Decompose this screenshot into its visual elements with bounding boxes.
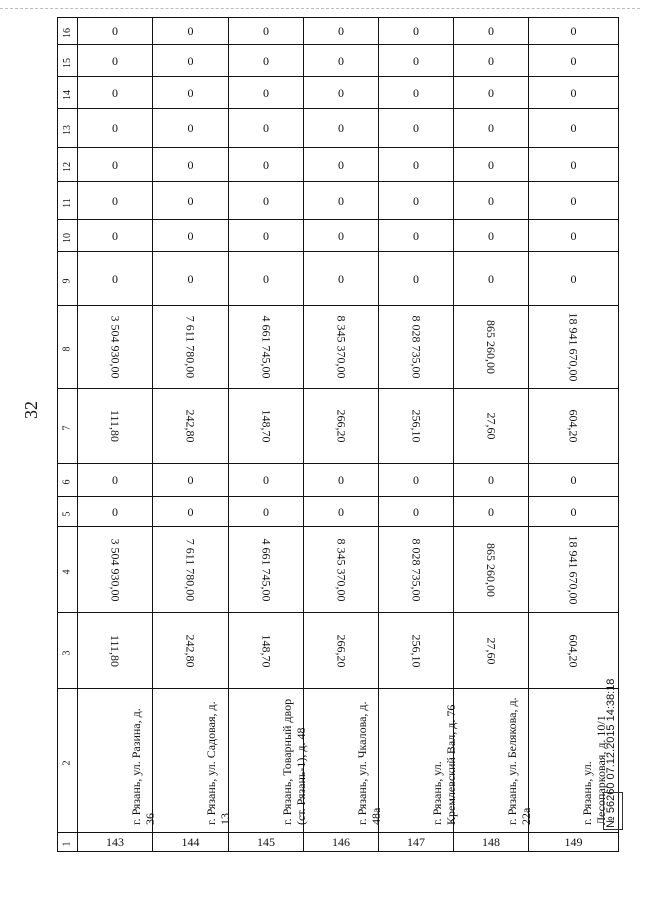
column-band-13 (58, 109, 619, 148)
table-cell (379, 613, 454, 689)
cell-value: 0 (338, 121, 344, 135)
table-cell (153, 252, 229, 306)
table-cell (78, 833, 153, 852)
row-number: 147 (407, 835, 425, 849)
table-cell (229, 613, 304, 689)
table-cell (454, 252, 529, 306)
table-cell (153, 109, 229, 148)
cell-value: 0 (488, 121, 494, 135)
table-cell (229, 148, 304, 182)
column-number-cell (58, 77, 78, 109)
column-number: 2 (61, 760, 73, 765)
table-cell (529, 109, 619, 148)
cell-value: 148,70 (259, 634, 273, 667)
cell-value: 604,20 (566, 634, 581, 667)
cell-value: 0 (112, 504, 118, 519)
cell-value: 0 (263, 504, 269, 519)
table-cell (304, 689, 383, 833)
cell-value: 242,80 (183, 409, 198, 443)
cell-value: 266,20 (334, 634, 348, 667)
table-cell (529, 18, 619, 45)
column-band-11 (58, 182, 619, 220)
table-cell (304, 148, 379, 182)
table-cell (229, 306, 304, 389)
column-number-cell (58, 497, 78, 527)
column-number-cell (58, 527, 78, 613)
table-cell (529, 77, 619, 109)
cell-value: 0 (112, 473, 118, 487)
cell-value: 0 (112, 121, 118, 135)
table-cell (153, 77, 229, 109)
cell-value: 0 (187, 85, 194, 100)
cell-value: 27,60 (484, 412, 498, 440)
cell-value: 865 260,00 (484, 320, 498, 374)
table-cell (379, 18, 454, 45)
table-cell (153, 464, 229, 497)
column-number: 5 (61, 511, 73, 516)
cell-value: 0 (187, 121, 194, 135)
table-cell (304, 18, 379, 45)
cell-value: 111,80 (107, 409, 122, 443)
cell-value: 8 028 735,00 (409, 538, 423, 601)
column-band-2 (58, 689, 619, 833)
cell-value: 0 (488, 85, 494, 100)
table-cell (304, 389, 379, 464)
cell-value: 0 (413, 193, 419, 208)
cell-value: 0 (488, 228, 494, 243)
table-cell (529, 220, 619, 252)
cell-value: 0 (488, 24, 494, 38)
cell-value: 0 (413, 85, 419, 100)
table-cell (229, 497, 304, 527)
table-cell (78, 389, 153, 464)
table-cell (229, 833, 304, 852)
table-cell (304, 45, 379, 77)
cell-value: 0 (488, 504, 494, 519)
cell-value: 18 941 670,00 (566, 312, 581, 382)
stamp-logo (603, 792, 623, 830)
column-number-cell (58, 109, 78, 148)
cell-value: 0 (338, 271, 344, 286)
table-cell (153, 833, 229, 852)
column-number: 15 (61, 57, 73, 68)
table-cell (78, 148, 153, 182)
table-cell (229, 18, 304, 45)
column-number: 14 (61, 89, 73, 100)
cell-value: 0 (187, 504, 194, 519)
column-band-8 (58, 306, 619, 389)
table-cell (304, 613, 379, 689)
cell-value: 0 (187, 228, 194, 243)
cell-value: 0 (338, 24, 344, 38)
table-cell (78, 45, 153, 77)
table-cell (454, 527, 529, 613)
table-cell (78, 18, 153, 45)
cell-value: 148,70 (259, 409, 273, 443)
cell-value: 0 (338, 53, 344, 68)
property-address: г. Рязань, ул. Разина, д. 36 (129, 707, 157, 825)
cell-value: 0 (263, 157, 269, 172)
column-number-cell (58, 833, 78, 852)
table-cell (379, 148, 454, 182)
column-band-16 (58, 18, 619, 45)
table-cell (78, 306, 153, 389)
cell-value: 27,60 (484, 637, 498, 664)
table-cell (379, 689, 458, 833)
table-cell (304, 109, 379, 148)
table-cell (153, 306, 229, 389)
cell-value: 0 (263, 193, 269, 208)
cell-value: 0 (570, 473, 577, 487)
table-cell (379, 182, 454, 220)
column-number: 12 (61, 161, 73, 172)
cell-value: 0 (413, 228, 419, 243)
table-cell (153, 389, 229, 464)
row-number: 148 (482, 835, 500, 849)
column-number-cell (58, 45, 78, 77)
table-body (58, 18, 619, 852)
column-number-cell (58, 613, 78, 689)
property-address: г. Рязань, ул. Кремлевский Вал, д. 76 (430, 704, 458, 825)
cell-value: 111,80 (107, 634, 122, 667)
table-cell (153, 497, 229, 527)
table-cell (229, 77, 304, 109)
table-cell (529, 306, 619, 389)
column-number-cell (58, 306, 78, 389)
cell-value: 0 (488, 53, 494, 68)
cell-value: 0 (570, 53, 577, 68)
page-number: 32 (21, 401, 41, 419)
property-address: г. Рязань, Товарный двор (ст. Рязань-1), д. 48 (280, 698, 308, 825)
cell-value: 0 (187, 193, 194, 208)
column-band-7 (58, 389, 619, 464)
table-cell (153, 45, 229, 77)
table-cell (454, 497, 529, 527)
cell-value: 0 (570, 504, 577, 519)
table-cell (454, 689, 533, 833)
cell-value: 0 (187, 157, 194, 172)
column-number-cell (58, 464, 78, 497)
table-cell (454, 182, 529, 220)
cell-value: 4 661 745,00 (259, 315, 273, 379)
table-cell (153, 613, 229, 689)
table-cell (304, 182, 379, 220)
cell-value: 0 (112, 24, 118, 38)
cell-value: 0 (338, 157, 344, 172)
cell-value: 0 (187, 271, 194, 286)
table-cell (454, 148, 529, 182)
property-address: г. Рязань, ул. Чкалова, д. 48а (355, 700, 383, 825)
cell-value: 0 (488, 157, 494, 172)
column-number: 11 (61, 197, 73, 208)
table-cell (78, 182, 153, 220)
row-number: 144 (181, 835, 200, 849)
table-cell (529, 464, 619, 497)
column-band-10 (58, 220, 619, 252)
table-cell (529, 389, 619, 464)
cell-value: 0 (263, 85, 269, 100)
cell-value: 0 (570, 24, 577, 38)
table-cell (529, 833, 619, 852)
cell-value: 0 (488, 193, 494, 208)
row-number: 149 (564, 835, 583, 849)
table-cell (379, 527, 454, 613)
property-table (57, 17, 608, 849)
table-cell (304, 527, 379, 613)
table-cell (304, 306, 379, 389)
cell-value: 0 (112, 53, 118, 68)
cell-value: 242,80 (183, 634, 198, 667)
table-cell (379, 252, 454, 306)
cell-value: 0 (338, 228, 344, 243)
cell-value: 0 (570, 228, 577, 243)
table-cell (229, 689, 308, 833)
table-cell (304, 833, 379, 852)
cell-value: 0 (413, 24, 419, 38)
table-cell (529, 45, 619, 77)
cell-value: 7 611 780,00 (183, 315, 198, 379)
table-cell (379, 497, 454, 527)
table-cell (229, 109, 304, 148)
column-number-cell (58, 18, 78, 45)
top-rule (0, 8, 640, 9)
column-band-4 (58, 527, 619, 613)
cell-value: 0 (413, 271, 419, 286)
table-cell (229, 182, 304, 220)
table-cell (229, 389, 304, 464)
cell-value: 0 (187, 473, 194, 487)
table-cell (229, 220, 304, 252)
cell-value: 4 661 745,00 (259, 538, 273, 601)
cell-value: 0 (413, 121, 419, 135)
cell-value: 8 345 370,00 (334, 538, 348, 601)
property-address: г. Рязань, ул. Садовая, д. 13 (204, 700, 232, 825)
table-cell (78, 497, 153, 527)
cell-value: 0 (338, 193, 344, 208)
column-number: 6 (61, 479, 73, 485)
table-cell (153, 689, 232, 833)
column-band-14 (58, 77, 619, 109)
cell-value: 604,20 (566, 409, 581, 443)
cell-value: 0 (570, 157, 577, 172)
cell-value: 0 (338, 504, 344, 519)
table-cell (454, 220, 529, 252)
table-cell (153, 220, 229, 252)
property-address: г. Рязань, ул. Лесопарковая, д. 10/1 (580, 714, 608, 825)
column-band-9 (58, 252, 619, 306)
cell-value: 7 611 780,00 (183, 538, 198, 601)
table-cell (379, 464, 454, 497)
table-cell (529, 497, 619, 527)
cell-value: 0 (112, 193, 118, 208)
cell-value: 0 (263, 53, 269, 68)
column-number: 9 (61, 278, 73, 283)
table-cell (454, 306, 529, 389)
table-cell (78, 527, 153, 613)
table-cell (379, 45, 454, 77)
cell-value: 0 (488, 473, 494, 487)
stamp-text: № 56260 07.12.2015 14:38:18 (605, 678, 617, 828)
table-cell (379, 77, 454, 109)
cell-value: 865 260,00 (484, 542, 498, 597)
cell-value: 0 (112, 228, 118, 243)
table-cell (153, 18, 229, 45)
table-cell (78, 464, 153, 497)
table-cell (78, 109, 153, 148)
table-cell (454, 464, 529, 497)
row-number: 146 (332, 835, 350, 849)
cell-value: 256,10 (409, 409, 423, 443)
table-cell (529, 252, 619, 306)
cell-value: 0 (338, 473, 344, 487)
table-cell (304, 77, 379, 109)
column-number: 7 (61, 425, 73, 431)
cell-value: 0 (112, 271, 118, 286)
table-cell (229, 464, 304, 497)
row-number: 143 (106, 835, 124, 849)
property-table-grid (57, 17, 619, 852)
table-cell (153, 182, 229, 220)
table-cell (379, 389, 454, 464)
table-cell (454, 77, 529, 109)
table-cell (379, 109, 454, 148)
property-address: г. Рязань, ул. Белякова, д. 22а (505, 696, 533, 825)
table-cell (153, 148, 229, 182)
cell-value: 8 028 735,00 (409, 315, 423, 379)
cell-value: 256,10 (409, 634, 423, 667)
table-cell (454, 45, 529, 77)
table-cell (379, 306, 454, 389)
cell-value: 0 (570, 193, 577, 208)
column-number: 8 (61, 346, 73, 352)
column-number: 13 (61, 125, 73, 135)
column-number: 10 (61, 232, 73, 243)
table-cell (78, 220, 153, 252)
table-cell (229, 527, 304, 613)
cell-value: 0 (263, 271, 269, 286)
column-band-15 (58, 45, 619, 77)
cell-value: 0 (263, 121, 269, 135)
column-band-1 (58, 833, 619, 852)
column-number: 4 (61, 569, 73, 574)
cell-value: 0 (413, 53, 419, 68)
cell-value: 0 (338, 85, 344, 100)
row-number: 145 (257, 835, 275, 849)
column-number: 3 (61, 650, 73, 655)
column-band-5 (58, 497, 619, 527)
cell-value: 266,20 (334, 409, 348, 443)
cell-value: 8 345 370,00 (334, 315, 348, 379)
table-cell (379, 833, 454, 852)
table-cell (153, 527, 229, 613)
column-number-cell (58, 389, 78, 464)
table-cell (229, 252, 304, 306)
cell-value: 0 (413, 157, 419, 172)
cell-value: 0 (570, 271, 577, 286)
column-number-cell (58, 182, 78, 220)
cell-value: 3 504 930,00 (108, 315, 122, 379)
cell-value: 0 (570, 121, 577, 135)
table-cell (529, 182, 619, 220)
cell-value: 0 (263, 228, 269, 243)
column-band-6 (58, 464, 619, 497)
cell-value: 0 (263, 473, 269, 487)
table-cell (229, 45, 304, 77)
table-cell (529, 148, 619, 182)
table-cell (454, 109, 529, 148)
column-number-cell (58, 689, 78, 833)
cell-value: 0 (570, 85, 577, 100)
column-number: 1 (61, 841, 73, 847)
column-number: 16 (61, 28, 73, 38)
table-cell (454, 613, 529, 689)
table-cell (304, 220, 379, 252)
cell-value: 0 (112, 157, 118, 172)
cell-value: 0 (413, 473, 419, 487)
table-cell (304, 464, 379, 497)
column-number-cell (58, 220, 78, 252)
cell-value: 0 (488, 271, 494, 286)
column-band-12 (58, 148, 619, 182)
table-cell (379, 220, 454, 252)
table-cell (304, 497, 379, 527)
cell-value: 0 (187, 24, 194, 38)
cell-value: 18 941 670,00 (566, 535, 581, 604)
column-band-3 (58, 613, 619, 689)
table-cell (78, 252, 153, 306)
table-cell (78, 689, 157, 833)
table-cell (78, 77, 153, 109)
table-cell (454, 389, 529, 464)
table-cell (454, 18, 529, 45)
cell-value: 0 (187, 53, 194, 68)
cell-value: 0 (263, 24, 269, 38)
column-number-cell (58, 252, 78, 306)
table-cell (304, 252, 379, 306)
cell-value: 3 504 930,00 (108, 538, 122, 601)
cell-value: 0 (112, 85, 118, 100)
table-cell (454, 833, 529, 852)
column-number-cell (58, 148, 78, 182)
cell-value: 0 (413, 504, 419, 519)
table-cell (78, 613, 153, 689)
